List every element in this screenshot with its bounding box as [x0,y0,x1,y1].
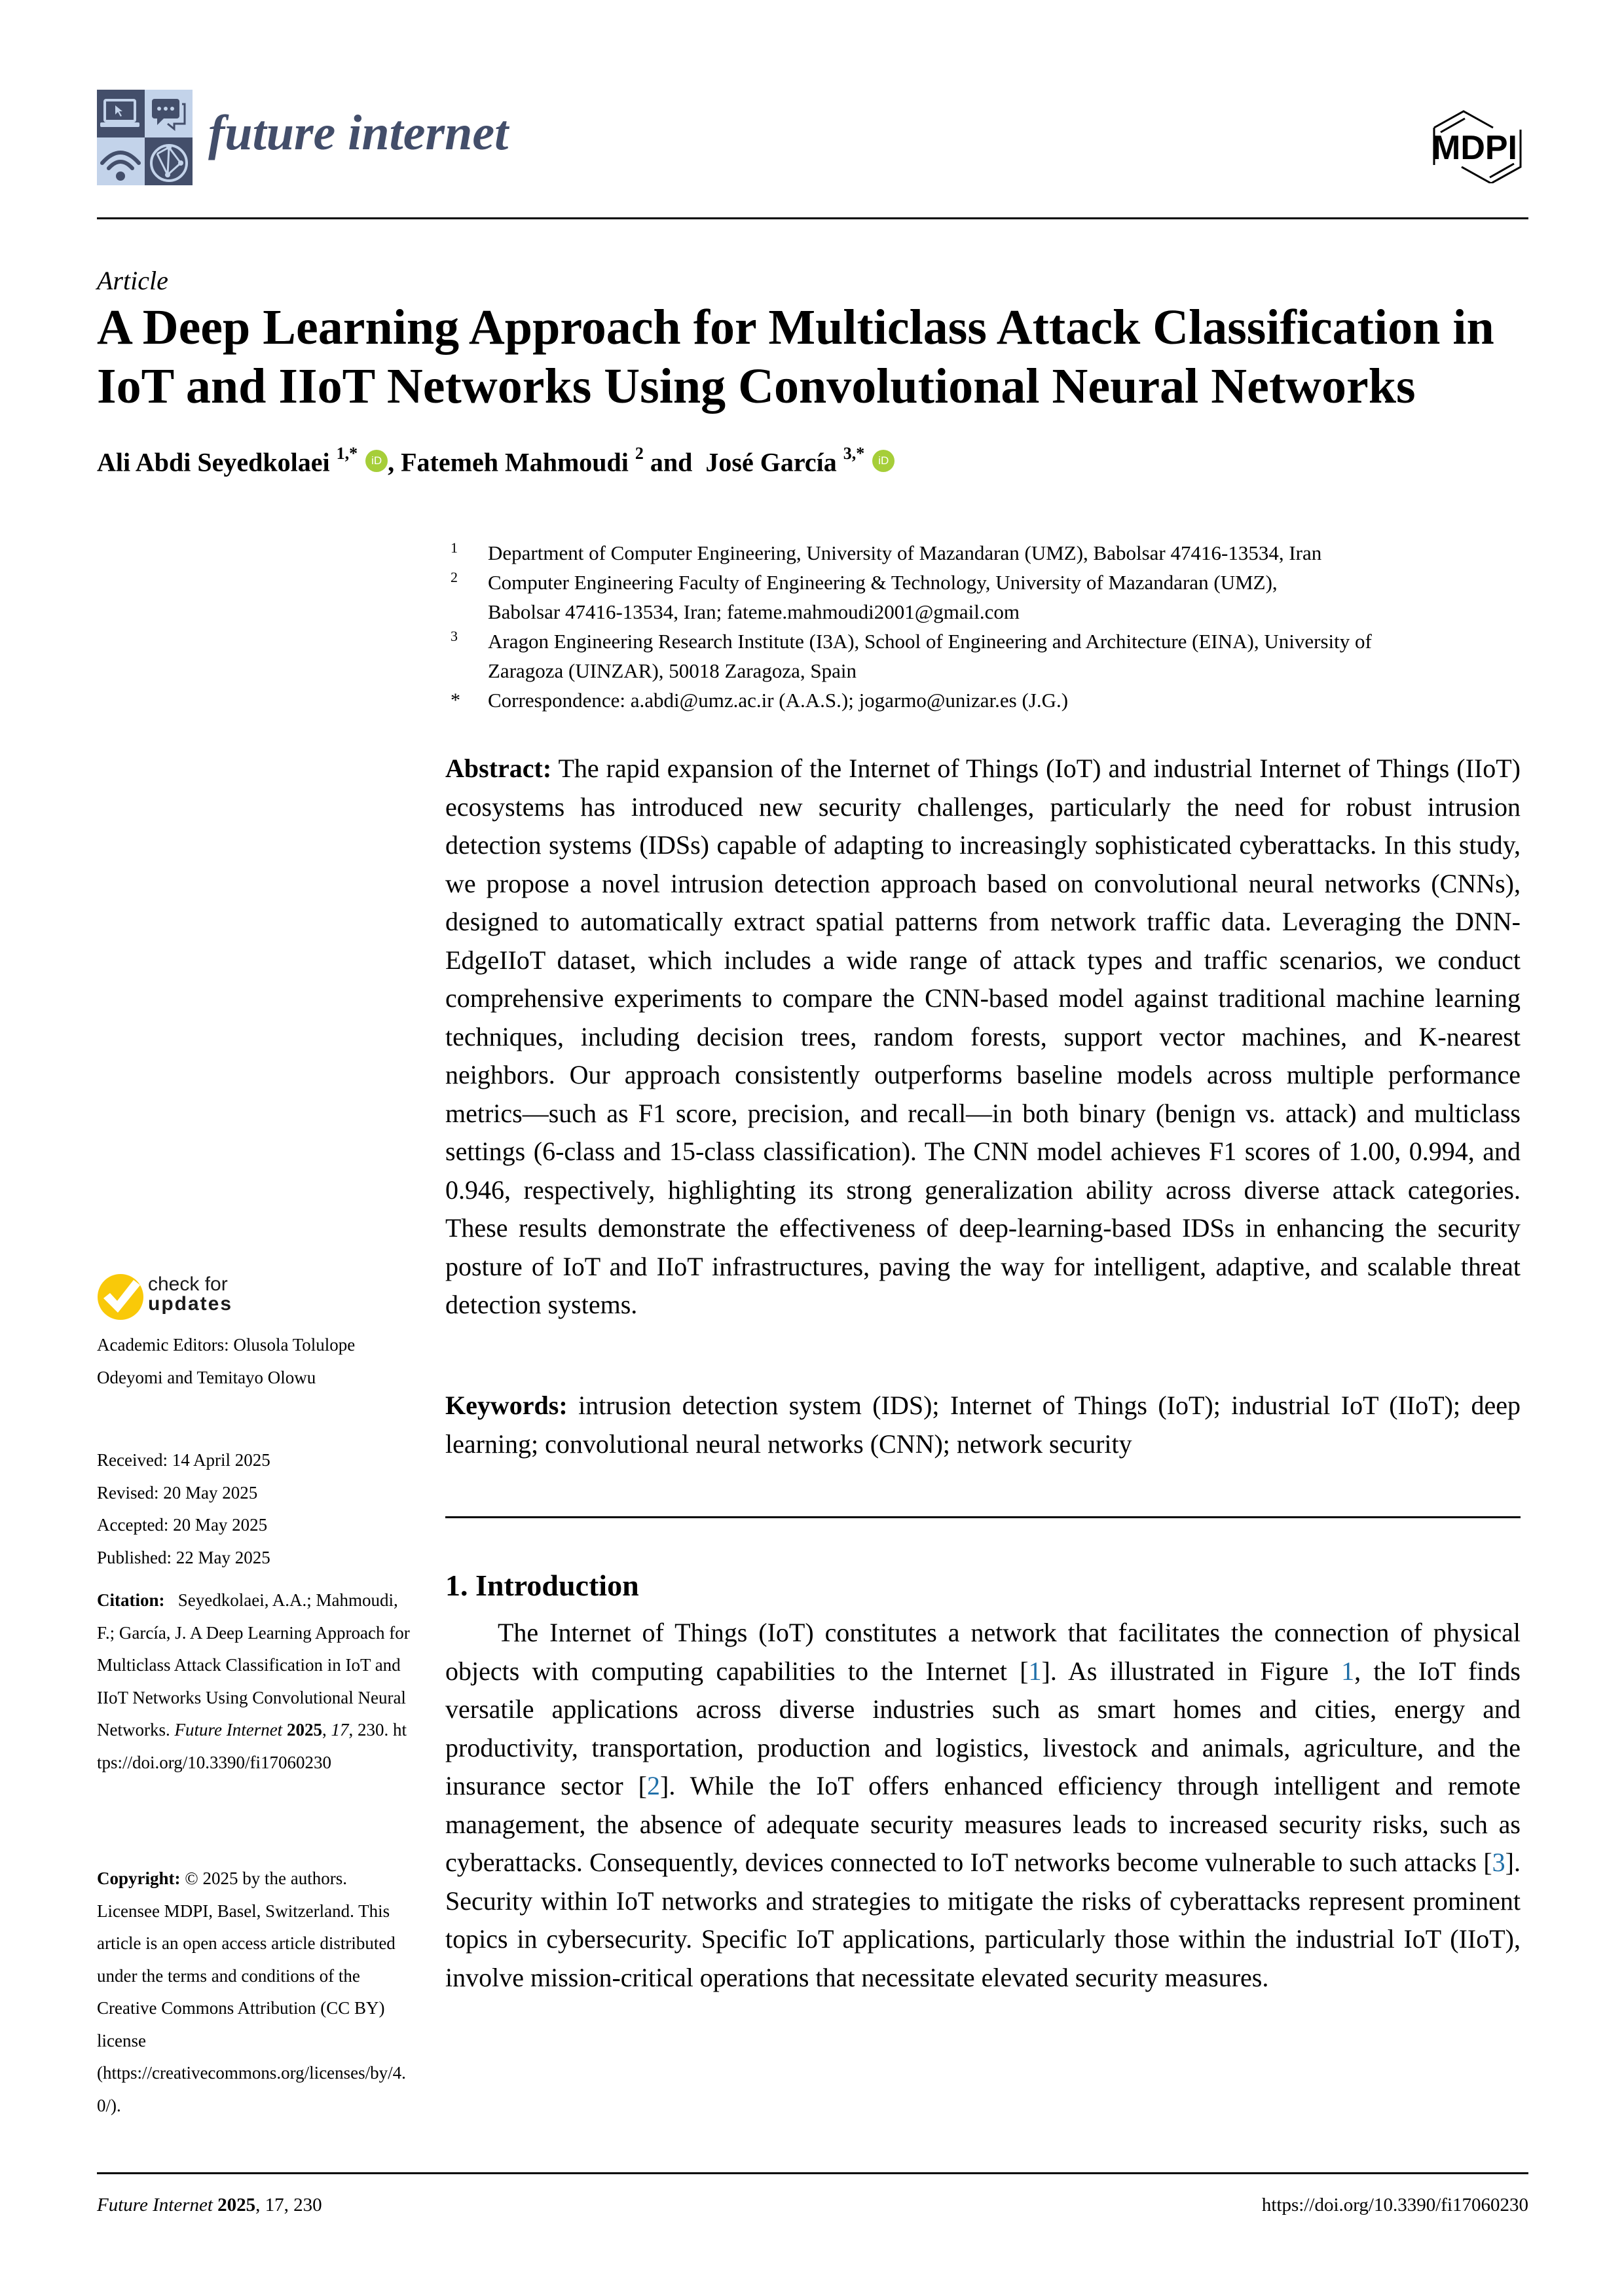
keywords-label: Keywords: [445,1391,568,1420]
paragraph-text: ]. As illustrated in Figure [1041,1656,1342,1686]
keywords-text: intrusion detection system (IDS); Internet of Things (IoT); industrial IoT (IIoT); deep learning; convolutional neural networks (CNN); network security [445,1391,1521,1459]
orcid-icon[interactable]: iD [365,450,388,472]
article-type: Article [97,266,168,295]
copyright-block [97,1863,411,2122]
citation-label: Citation: [97,1590,165,1610]
footer-volume-page: , 17, 230 [255,2195,322,2215]
affiliation-text: Aragon Engineering Research Institute (I3A), School of Engineering and Architecture (EINA), University of [488,630,1372,653]
correspondence-item [445,685,1545,715]
check-updates-line1: check for [148,1273,228,1295]
abstract [445,750,1521,1324]
author-name: Ali Abdi Seyedkolaei [97,447,330,477]
citation-link[interactable]: 1 [1028,1656,1042,1686]
check-updates-icon [97,1273,144,1321]
citation-block: Citation: Seyedkolaei, A.A.; Mahmoudi, F.; García, J. A Deep Learning Approach for Multiclass Attack Classification in IoT and IIoT Networks Using Convolutional Neural Networks. Future Internet 2025, 17, 230. https://doi.org/10.3390/fi17060230 [97,1590,410,1772]
affiliation-marker: 2 [451,569,458,585]
citation-volume: 17 [331,1720,349,1740]
abstract-text: The rapid expansion of the Internet of Things (IoT) and industrial Internet of Things (IIoT) ecosystems has introduced new security challenges, particularly the need for robust intrusion detection systems (IDSs) capable of adapting to increasingly sophisticated cyberattacks. In this study, we propose a novel intrusion detection approach based on convolutional neural networks (CNNs), designed to automatically extract spatial patterns from network traffic data. Leveraging the DNN-EdgeIIoT dataset, which includes a wide range of attack types and traffic scenarios, we conduct comprehensive experiments to compare the CNN-based model against traditional machine learning techniques, including decision trees, random forests, support vector machines, and K-nearest neighbors. Our approach consistently outperforms baseline models across multiple performance metrics—such as F1 score, precision, and recall—in both binary (benign vs. attack) and multiclass settings (6-class and 15-class classification). The CNN model achieves F1 scores of 1.00, 0.994, and 0.946, respectively, highlighting its strong generalization ability across diverse attack categories. These results demonstrate the effectiveness of deep-learning-based IDSs in enhancing the security posture of IoT and IIoT infrastructures, paving the way for intelligent, adaptive, and scalable threat detection systems. [445,754,1521,1319]
footer-doi-link[interactable]: https://doi.org/10.3390/fi17060230 [1261,2195,1528,2215]
author-affiliation-marker: 1,* [336,444,358,463]
affiliation-item [445,568,1545,627]
date-published: Published: 22 May 2025 [97,1547,270,1567]
date-revised: Revised: 20 May 2025 [97,1482,258,1503]
affiliations [445,538,1545,715]
copyright-text: © 2025 by the authors. Licensee MDPI, Basel, Switzerland. This article is an open access article distributed under the terms and conditions of the Creative Commons Attribution (CC BY) license (https://creativecommons.org/licenses/by/4.0/). [97,1868,406,2115]
header-divider [97,217,1528,219]
citation-journal: Future Internet [174,1720,283,1740]
footer-journal: Future Internet [97,2195,213,2215]
article-title: A Deep Learning Approach for Multiclass Attack Classification in IoT and IIoT Networks Using Convolutional Neural Networks [97,300,1494,414]
author-separator: , [388,447,401,477]
mdpi-logo-icon [1408,105,1526,183]
correspondence-marker: * [451,689,460,711]
affiliation-text: Computer Engineering Faculty of Engineering & Technology, University of Mazandaran (UMZ), [488,571,1278,594]
correspondence-text: Correspondence: a.abdi@umz.ac.ir (A.A.S.); jogarmo@unizar.es (J.G.) [488,689,1069,712]
author-name: Fatemeh Mahmoudi [401,447,629,477]
citation-year: 2025 [286,1720,322,1740]
author-affiliation-marker: 3,* [843,444,865,463]
section-heading: 1. Introduction [445,1569,639,1602]
check-for-updates-button[interactable] [97,1273,267,1326]
paragraph-text: The Internet of Things (IoT) constitutes a network that facilitates the connection of physical objects with computing capabilities to the Internet [ [445,1618,1521,1686]
footer-year: 2025 [217,2195,256,2215]
date-accepted: Accepted: 20 May 2025 [97,1515,268,1535]
citation-text: Seyedkolaei, A.A.; Mahmoudi, F.; García, J. A Deep Learning Approach for Multiclass Attack Classification in IoT and IIoT Networks Using Convolutional Neural Networks. [97,1590,410,1740]
paragraph [445,1614,1521,1997]
paragraph-text: ]. Security within IoT networks and strategies to mitigate the risks of cyberattacks represent prominent topics in cybersecurity. Specific IoT applications, particularly those within the industrial IoT (IIoT), involve mission-critical operations that necessitate elevated security measures. [445,1848,1521,1992]
check-updates-line2: updates [148,1293,233,1315]
paragraph-text: , the IoT finds versatile applications across diverse industries such as smart homes and cities, energy and productivity, transportation, production and logistics, livestock and animals, agriculture, and the insurance sector [ [445,1656,1521,1800]
introduction-body [445,1614,1521,1997]
orcid-icon[interactable]: iD [872,450,895,472]
affiliation-text: Zaragoza (UINZAR), 50018 Zaragoza, Spain [488,659,857,682]
mdpi-logo-text: MDPI [1432,129,1517,167]
citation-link[interactable]: 3 [1492,1848,1505,1877]
journal-logo-icon [97,90,193,185]
affiliation-item [445,538,1545,568]
citation-doi[interactable]: , 230. https://doi.org/10.3390/fi17060230 [97,1720,407,1772]
abstract-label: Abstract: [445,754,552,783]
author-separator: and [643,447,699,477]
journal-name: future internet [208,105,509,160]
keywords [445,1387,1521,1463]
copyright-label: Copyright: [97,1868,181,1888]
figure-link[interactable]: 1 [1341,1656,1355,1686]
author-name: José García [705,447,837,477]
date-received: Received: 14 April 2025 [97,1450,270,1470]
footer-citation [97,2195,322,2216]
citation-link[interactable]: 2 [647,1771,661,1800]
paragraph-text: ]. While the IoT offers enhanced efficiency through intelligent and remote management, the absence of adequate security measures leads to increased security risks, such as cyberattacks. Consequently, devices connected to IoT networks become vulnerable to such attacks [ [445,1771,1521,1877]
academic-editors: Academic Editors: Olusola Tolulope Odeyomi and Temitayo Olowu [97,1335,356,1387]
article-dates [97,1444,411,1574]
author-list [97,446,895,477]
affiliation-text: Department of Computer Engineering, University of Mazandaran (UMZ), Babolsar 47416-13534, Iran [488,541,1322,564]
abstract-divider [445,1516,1521,1518]
affiliation-marker: 1 [451,539,458,556]
affiliation-marker: 3 [451,628,458,644]
author-affiliation-marker: 2 [635,444,644,463]
affiliation-item [445,627,1545,685]
affiliation-text: Babolsar 47416-13534, Iran; fateme.mahmoudi2001@gmail.com [488,600,1020,623]
footer-divider [97,2172,1528,2174]
